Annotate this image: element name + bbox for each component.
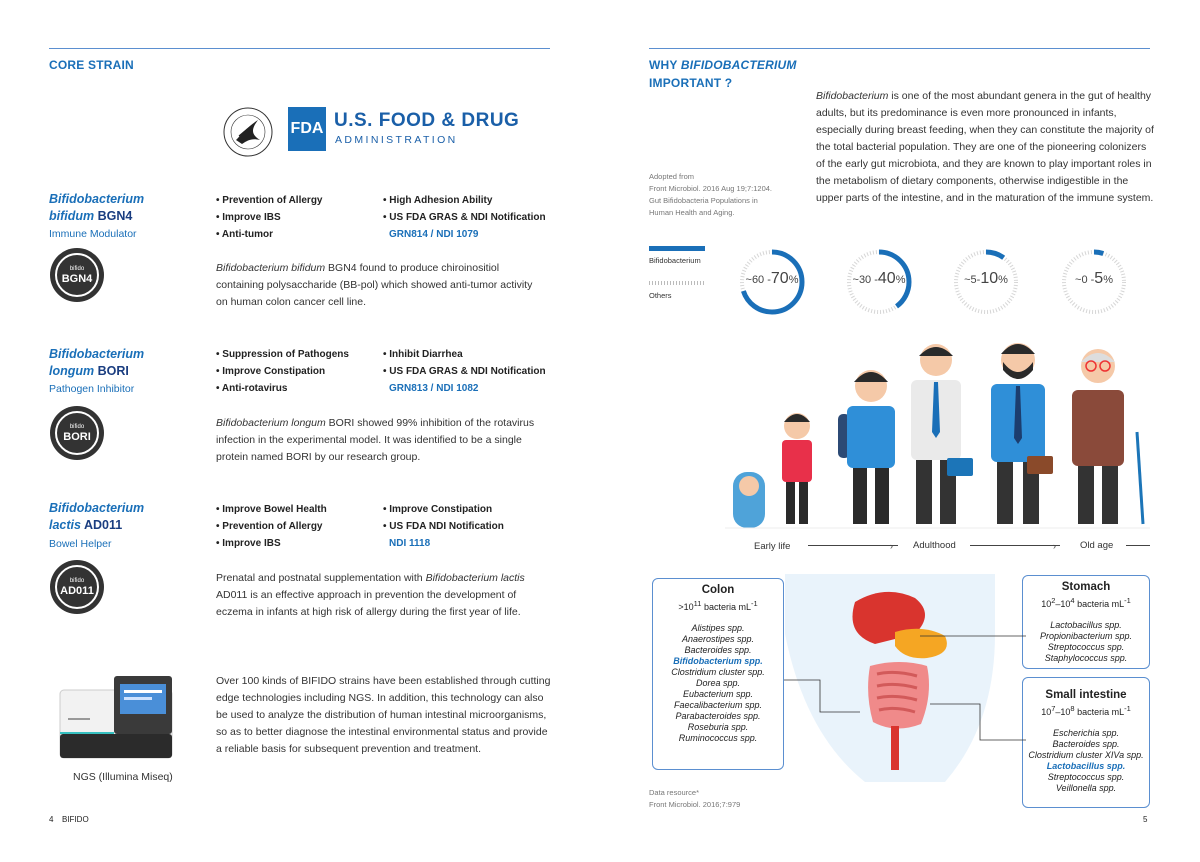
hhs-seal-logo <box>222 106 274 158</box>
ngs-description: Over 100 kinds of BIFIDO strains have been established through cutting edge technologies including NGS. In addition, this technology can also be used to analyze the distribution of human intestinal microorganisms, so as to better diagnose the intestinal environmental status and provide a reliable basis for subsequent prevention and treatment. <box>216 675 551 755</box>
strain-3-benefits-col1: • Improve Bowel Health • Prevention of Allergy • Improve IBS <box>216 504 327 549</box>
right-header-rule <box>649 48 1150 49</box>
strain-2-badge-icon: bifido BORI <box>50 406 104 460</box>
strain-2-description: Bifidobacterium longum BORI showed 99% inhibition of the rotavirus infection in the experimental model. It was identified to be a single protein named BORI by our research group. <box>216 417 535 463</box>
ratio-ring-4 <box>1060 248 1128 316</box>
strain-1-badge-icon: bifido BGN4 <box>50 248 104 302</box>
strain-3-role: Bowel Helper <box>49 538 112 550</box>
ratio-ring-label: ~30 -40% <box>852 270 906 287</box>
ngs-caption: NGS (Illumina Miseq) <box>73 771 173 783</box>
stomach-box: Stomach $10^2-10^4$ bacteria $mL^{-1}$ Lactobacillus spp. Propionibacterium spp. Streptococcus spp. Staphylococcus spp. <box>1022 575 1150 669</box>
legend-swatch-others <box>649 281 705 285</box>
left-page-number: 4 <box>49 815 54 824</box>
legend-label-others: Others <box>649 291 672 300</box>
organ-connector-lines <box>780 620 1030 770</box>
strain-3-benefits-col2: • Improve Constipation • US FDA NDI Notification NDI 1118 <box>383 504 504 549</box>
age-arrow-1-head: › <box>890 541 893 551</box>
age-label-adulthood: Adulthood <box>913 540 956 551</box>
strain-2-name: Bifidobacterium longum BORI <box>49 347 145 378</box>
fda-logo-line2: ADMINISTRATION <box>335 134 458 146</box>
strain-2-role: Pathogen Inhibitor <box>49 383 135 395</box>
source-note: Adopted from Front Microbiol. 2016 Aug 19;7:1204. Gut Bifidobacteria Populations in Human Health and Aging. <box>649 172 772 217</box>
why-bifidobacterium-title: WHY BIFIDOBACTERIUM IMPORTANT ? <box>649 58 797 90</box>
life-stages-illustration <box>725 340 1150 535</box>
ratio-ring-2 <box>845 248 913 316</box>
ratio-ring-label: ~60 -70% <box>745 270 799 287</box>
age-arrow-1 <box>808 545 898 546</box>
strain-2-benefits-col1: • Suppression of Pathogens • Improve Constipation • Anti-rotavirus <box>216 349 349 394</box>
colon-box: Colon $>10^{11}$ bacteria $mL^{-1}$ Alistipes spp. Anaerostipes spp. Bacteroides spp. Bifidobacterium spp. Clostridium cluster spp. Dorea spp. Eubacterium spp. Faecalibacterium spp. Parabacteroides spp. Roseburia spp. Ruminococcus spp. <box>652 578 784 770</box>
strain-1-description: Bifidobacterium bifidum BGN4 found to produce chiroinositiol containing polysaccharide (BB-pol) which showed anti-tumor activity on human colon cancer cell line. <box>216 262 533 308</box>
ratio-ring-label: ~0 -5% <box>1075 270 1113 287</box>
strain-1-benefits-col1: • Prevention of Allergy • Improve IBS • Anti-tumor <box>216 195 323 240</box>
fda-logo-mark: FDA <box>288 107 326 151</box>
small-intestine-box: Small intestine $10^7-10^8$ bacteria $mL^{-1}$ Escherichia spp. Bacteroides spp. Clostridium cluster XIVa spp. Lactobacillus spp. Streptococcus spp. Veillonella spp. <box>1022 677 1150 808</box>
age-arrow-2 <box>970 545 1060 546</box>
right-page-number: 5 <box>1143 815 1148 824</box>
data-resource-note: Data resource* Front Microbiol. 2016;7:979 <box>649 788 741 809</box>
age-label-old-age: Old age <box>1080 540 1114 551</box>
strain-1-benefits-col2: • High Adhesion Ability • US FDA GRAS & NDI Notification GRN814 / NDI 1079 <box>383 195 546 240</box>
fda-logo-line1: U.S. FOOD & DRUG <box>334 110 520 131</box>
left-footer-brand: BIFIDO <box>62 815 89 824</box>
age-arrow-3 <box>1126 545 1150 546</box>
strain-1-role: Immune Modulator <box>49 228 137 240</box>
strain-3-name: Bifidobacterium lactis AD011 <box>49 501 145 532</box>
ngs-machine-illustration <box>56 672 176 762</box>
strain-3-badge-icon: bifido AD011 <box>50 560 104 614</box>
why-intro-paragraph: Bifidobacterium is one of the most abundant genera in the gut of healthy adults, but its predominance is even more pronounced in infants, especially during breast feeding, when they can constitute the majority of the total bacterial population. They are one of the pioneering colonizers of the early gut microbiota, and they are known to play important roles in the metabolism of dietary components, otherwise indigestible in the upper parts of the intestine, and in the maturation of the immune system. <box>816 90 1154 204</box>
legend-label-bifido: Bifidobacterium <box>649 256 701 265</box>
age-label-early-life: Early life <box>754 541 791 552</box>
core-strain-title: CORE STRAIN <box>49 58 134 72</box>
strain-1-name: Bifidobacterium bifidum BGN4 <box>49 192 145 223</box>
age-arrow-2-head: › <box>1053 541 1056 551</box>
ratio-ring-1 <box>738 248 806 316</box>
left-header-rule <box>49 48 550 49</box>
strain-2-benefits-col2: • Inhibit Diarrhea • US FDA GRAS & NDI Notification GRN813 / NDI 1082 <box>383 349 546 394</box>
ratio-ring-3 <box>952 248 1020 316</box>
strain-3-description: Prenatal and postnatal supplementation with Bifidobacterium lactis AD011 is an effective approach in prevention the development of eczema in infants at high risk of allergy during the first year of life. <box>216 572 525 618</box>
legend-swatch-bifido <box>649 246 705 251</box>
ratio-ring-label: ~5-10% <box>964 270 1008 287</box>
